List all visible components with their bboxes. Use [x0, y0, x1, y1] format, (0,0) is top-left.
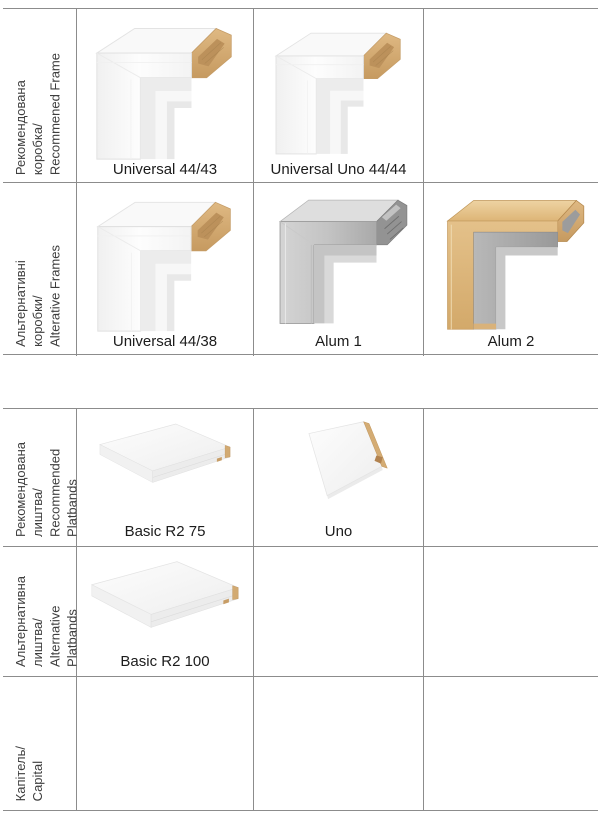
product-cell-universal-44-38 [77, 183, 254, 356]
row-label-alternative-platbands [3, 547, 80, 676]
product-cell-universal-44-43 [77, 9, 254, 184]
white-frame-corner-illustration [269, 19, 409, 161]
row-label-capital [3, 677, 77, 810]
frames-table [3, 8, 598, 355]
product-name: Universal 44/43 [112, 161, 218, 178]
row-label-line: Recommended [47, 448, 63, 537]
product-cell-empty [254, 677, 424, 810]
product-cell-alum-1 [254, 183, 424, 356]
platbands-table [3, 408, 598, 811]
white-frame-corner-illustration [89, 19, 241, 161]
product-cell-empty [424, 409, 598, 546]
row-label-line: Platbands [64, 609, 80, 667]
rotated-label [12, 442, 81, 537]
product-name: Universal 44/38 [112, 333, 218, 350]
table-row-capital [3, 677, 598, 811]
product-cell-alum-2 [424, 183, 598, 356]
platband-bar-illustration [95, 419, 235, 499]
rotated-label [12, 746, 46, 801]
rotated-label [12, 245, 63, 347]
rotated-label [12, 53, 63, 175]
product-cell-empty [424, 547, 598, 676]
product-cell-empty [254, 547, 424, 676]
aluminum-frame-corner-illustration [266, 193, 412, 327]
product-name: Uno [324, 523, 353, 540]
product-cell-empty [424, 9, 598, 184]
row-label-alternative-frames [3, 183, 77, 356]
row-label-line: Альтернативні [13, 260, 28, 347]
product-cell-empty [424, 677, 598, 810]
product-name: Alum 2 [487, 333, 535, 350]
product-cell-uno [254, 409, 424, 546]
product-cell-basic-r2-100 [77, 547, 254, 676]
row-label-recommended-frame [3, 9, 77, 184]
row-label-line: Alternative [47, 605, 63, 667]
row-label-line: Рекомендована [13, 442, 28, 537]
table-row-alternative-platbands [3, 547, 598, 677]
row-label-line: лиштва/ [30, 618, 46, 667]
table-row-recommended-platbands [3, 409, 598, 547]
platband-flat-illustration [288, 419, 390, 501]
product-cell-universal-uno-44-44 [254, 9, 424, 184]
white-frame-corner-illustration [89, 193, 241, 333]
product-name: Alum 1 [315, 333, 362, 350]
row-label-line: Альтернативна [13, 576, 28, 667]
row-label-line: Рекомендована [13, 80, 28, 175]
row-label-line: Капітель/ [13, 745, 28, 801]
product-cell-empty [77, 677, 254, 810]
row-label-line: Platbands [64, 479, 80, 537]
product-name: Universal Uno 44/44 [270, 161, 407, 178]
row-label-line: коробка/ [30, 123, 46, 175]
row-label-recommended-platbands [3, 409, 80, 546]
table-row-alternative-frames [3, 183, 598, 355]
row-label-line: Alterative Frames [47, 245, 63, 347]
product-cell-basic-r2-75 [77, 409, 254, 546]
product-name: Basic R2 75 [124, 523, 206, 540]
table-row-recommended-frame [3, 9, 598, 183]
row-label-line: Recommened Frame [47, 52, 63, 175]
platband-bar-illustration [84, 557, 246, 645]
row-label-line: лиштва/ [30, 488, 46, 537]
row-label-line: Capital [30, 760, 46, 801]
wood-aluminum-frame-corner-illustration [436, 193, 586, 333]
rotated-label [12, 576, 81, 667]
product-name: Basic R2 100 [120, 653, 210, 670]
row-label-line: коробки/ [30, 295, 46, 347]
